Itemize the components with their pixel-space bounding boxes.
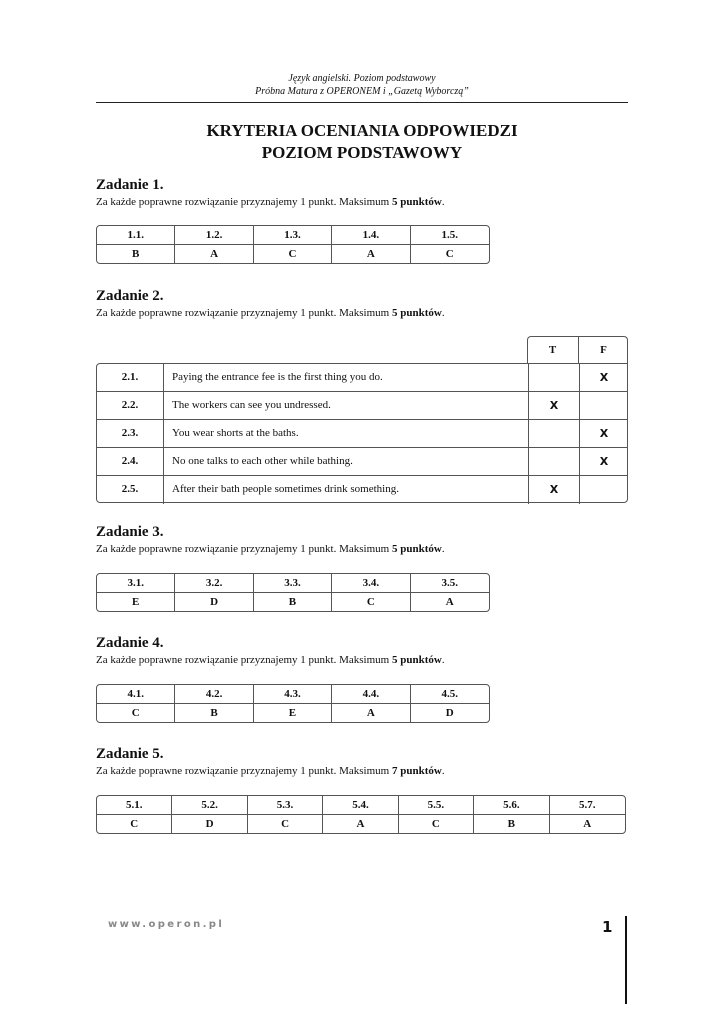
item-number: 5.1. (97, 796, 172, 815)
row-number: 2.3. (97, 420, 164, 448)
task-2-heading: Zadanie 2. (96, 288, 164, 304)
row-statement: After their bath people sometimes drink something. (172, 483, 399, 495)
row-statement: The workers can see you undressed. (172, 399, 331, 411)
answer-cell: B (175, 704, 253, 722)
item-number: 5.7. (550, 796, 625, 815)
answer-cell: C (445, 248, 454, 260)
answer-cell: C (248, 815, 323, 833)
task-5-answer-table (96, 795, 626, 834)
task-3-rule-suffix: . (441, 543, 445, 555)
item-number: 1.2. (175, 226, 253, 245)
table-row (97, 364, 627, 392)
task-5-rule-text: Za każde poprawne rozwiązanie przyznajemy 1 punkt. Maksimum (96, 765, 392, 777)
false-mark: X (579, 448, 628, 476)
running-header (96, 72, 628, 98)
answer-cell: A (332, 245, 410, 263)
task-4-answer-table (96, 684, 490, 723)
footer-website: www.operon.pl (108, 919, 225, 930)
true-mark: X (528, 392, 579, 420)
task-3-rule-points: 5 punktów (391, 543, 442, 555)
answer-cell: B (97, 245, 175, 263)
task-5-rule-points: 7 punktów (391, 765, 442, 777)
item-number: 1.4. (332, 226, 410, 245)
header-line-1: Język angielski. Poziom podstawowy (288, 73, 436, 84)
answer-cell: A (323, 815, 398, 833)
col-false-header: F (578, 337, 628, 363)
true-mark (528, 364, 579, 392)
task-3-answer-table (96, 573, 490, 612)
item-number: 5.2. (172, 796, 247, 815)
false-mark: X (579, 420, 628, 448)
item-number: 4.2. (175, 685, 253, 704)
task-3-rule (96, 542, 445, 556)
item-number: 1.1. (97, 226, 175, 245)
col-true-header: T (548, 344, 557, 356)
title-line-2: POZIOM PODSTAWOWY (261, 143, 463, 162)
page-number: 1 (602, 918, 613, 936)
task-1-rule (96, 195, 445, 209)
answer-cell: D (172, 815, 247, 833)
item-number: 3.4. (332, 574, 410, 593)
row-number: 2.1. (97, 364, 164, 392)
table-row (97, 447, 627, 476)
true-mark (528, 420, 579, 448)
item-number: 4.5. (411, 685, 489, 704)
item-number: 5.5. (399, 796, 474, 815)
task-1-rule-text: Za każde poprawne rozwiązanie przyznajemy 1 punkt. Maksimum (96, 196, 392, 208)
answer-cell: A (332, 704, 410, 722)
answer-cell: A (445, 596, 454, 608)
task-2-true-false-table (96, 336, 628, 504)
task-5-rule (96, 764, 445, 778)
task-3-rule-text: Za każde poprawne rozwiązanie przyznajemy 1 punkt. Maksimum (96, 543, 392, 555)
item-number: 1.5. (411, 226, 489, 245)
item-number: 3.3. (254, 574, 332, 593)
item-number: 5.6. (474, 796, 549, 815)
tf-body (96, 363, 628, 503)
task-2-rule (96, 306, 445, 320)
task-4-rule-suffix: . (441, 654, 445, 666)
header-line-2: Próbna Matura z OPERONEM i „Gazetą Wyborczą” (255, 86, 469, 97)
answer-cell: B (254, 593, 332, 611)
answer-cell: A (175, 245, 253, 263)
title-line-1: KRYTERIA OCENIANIA ODPOWIEDZI (206, 121, 518, 140)
item-number: 4.1. (97, 685, 175, 704)
task-1-rule-points: 5 punktów (391, 196, 442, 208)
item-number: 1.3. (254, 226, 332, 245)
table-row (97, 419, 627, 448)
answer-cell: D (175, 593, 253, 611)
item-number: 3.2. (175, 574, 253, 593)
row-number: 2.2. (97, 392, 164, 420)
false-mark (579, 392, 628, 420)
task-4-rule-points: 5 punktów (391, 654, 442, 666)
answer-cell: C (332, 593, 410, 611)
tf-header (527, 336, 628, 363)
document-title (96, 120, 628, 164)
task-5-rule-suffix: . (441, 765, 445, 777)
row-statement: Paying the entrance fee is the first thing you do. (172, 371, 383, 383)
row-statement: You wear shorts at the baths. (172, 427, 299, 439)
answer-cell: C (254, 245, 332, 263)
task-1-answer-table (96, 225, 490, 264)
table-row (97, 475, 627, 504)
task-2-rule-text: Za każde poprawne rozwiązanie przyznajemy 1 punkt. Maksimum (96, 307, 392, 319)
answer-cell: C (97, 815, 172, 833)
task-3-heading: Zadanie 3. (96, 524, 164, 540)
answer-cell: D (445, 707, 454, 719)
task-1-heading: Zadanie 1. (96, 177, 164, 193)
header-divider (96, 102, 628, 103)
row-statement: No one talks to each other while bathing. (172, 455, 353, 467)
true-mark: X (528, 476, 579, 504)
task-2-rule-points: 5 punktów (391, 307, 442, 319)
item-number: 5.4. (323, 796, 398, 815)
task-2-rule-suffix: . (441, 307, 445, 319)
false-mark (579, 476, 628, 504)
page-margin-bar (625, 916, 627, 1004)
answer-cell: E (97, 593, 175, 611)
task-1-rule-suffix: . (441, 196, 445, 208)
true-mark (528, 448, 579, 476)
row-number: 2.5. (97, 476, 164, 504)
item-number: 3.1. (97, 574, 175, 593)
task-4-heading: Zadanie 4. (96, 635, 164, 651)
table-row (97, 391, 627, 420)
answer-cell: B (474, 815, 549, 833)
answer-cell: C (399, 815, 474, 833)
item-number: 4.3. (254, 685, 332, 704)
task-5-heading: Zadanie 5. (96, 746, 164, 762)
task-4-rule (96, 653, 445, 667)
answer-cell: A (583, 818, 592, 830)
answer-cell: C (97, 704, 175, 722)
false-mark: X (579, 364, 628, 392)
item-number: 5.3. (248, 796, 323, 815)
item-number: 3.5. (411, 574, 489, 593)
answer-cell: E (254, 704, 332, 722)
row-number: 2.4. (97, 448, 164, 476)
item-number: 4.4. (332, 685, 410, 704)
task-4-rule-text: Za każde poprawne rozwiązanie przyznajemy 1 punkt. Maksimum (96, 654, 392, 666)
